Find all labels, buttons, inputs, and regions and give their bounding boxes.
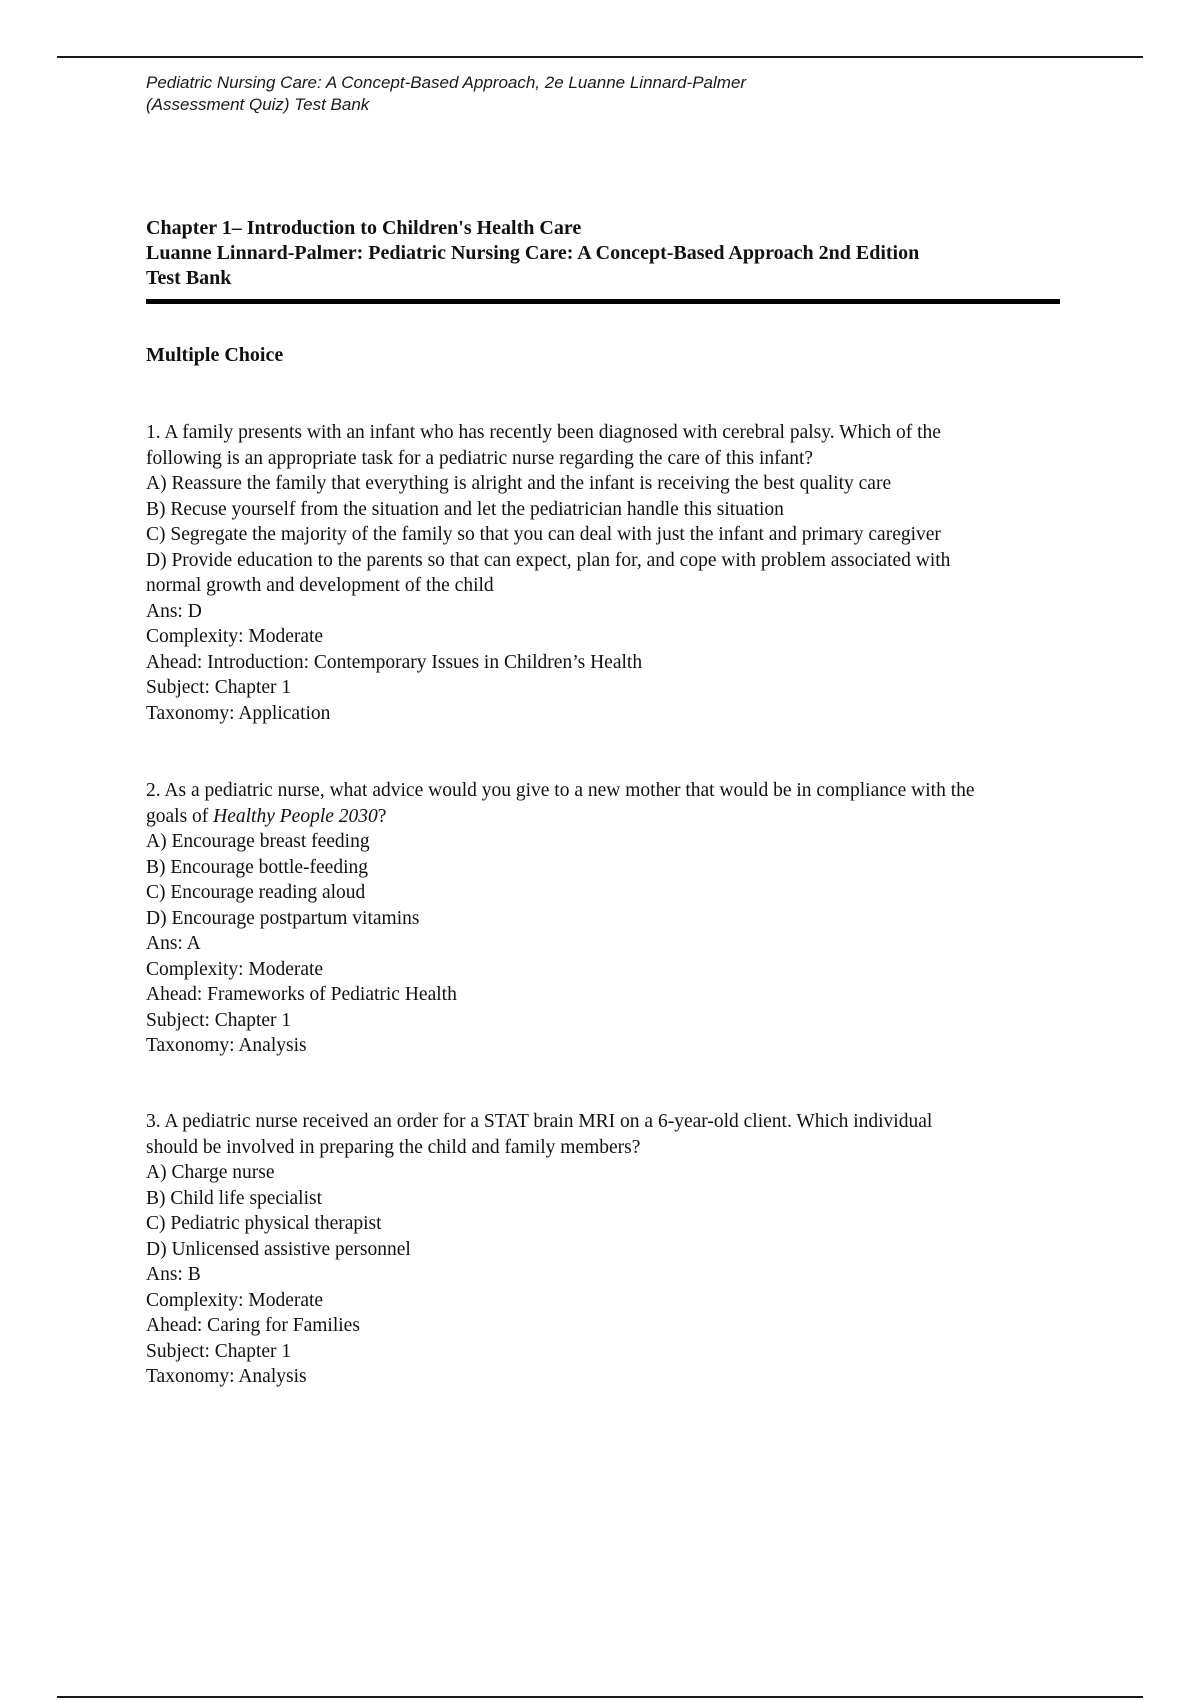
option-b: B) Recuse yourself from the situation and let the pediatrician handle this situation bbox=[146, 498, 784, 520]
running-header bbox=[146, 72, 1046, 116]
option-d: normal growth and development of the child bbox=[146, 575, 494, 596]
question-stem: 3. A pediatric nurse received an order for a STAT brain MRI on a 6-year-old client. Which individual bbox=[146, 1111, 933, 1132]
question-stem: following is an appropriate task for a pediatric nurse regarding the care of this infant? bbox=[146, 447, 814, 469]
option-c: C) Pediatric physical therapist bbox=[146, 1213, 382, 1234]
answer: Ans: A bbox=[146, 933, 201, 954]
title-divider bbox=[146, 299, 1060, 304]
question-2 bbox=[146, 778, 1096, 1059]
subject: Subject: Chapter 1 bbox=[146, 677, 292, 698]
option-b: B) Encourage bottle-feeding bbox=[146, 856, 368, 878]
question-3 bbox=[146, 1109, 1096, 1390]
question-stem bbox=[146, 804, 1096, 830]
question-1 bbox=[146, 420, 1096, 726]
option-b: B) Child life specialist bbox=[146, 1187, 323, 1209]
option-a: A) Encourage breast feeding bbox=[146, 831, 370, 852]
ahead: Ahead: Caring for Families bbox=[146, 1315, 360, 1336]
bottom-page-rule bbox=[57, 1696, 1143, 1698]
running-header-line-2: (Assessment Quiz) Test Bank bbox=[146, 95, 370, 114]
option-a: A) Charge nurse bbox=[146, 1162, 275, 1183]
complexity: Complexity: Moderate bbox=[146, 958, 324, 980]
taxonomy: Taxonomy: Analysis bbox=[146, 1366, 307, 1387]
complexity: Complexity: Moderate bbox=[146, 1289, 324, 1311]
stem-prefix: goals of bbox=[146, 805, 214, 827]
complexity: Complexity: Moderate bbox=[146, 626, 324, 647]
question-stem: 2. As a pediatric nurse, what advice would you give to a new mother that would be in compliance with the bbox=[146, 780, 975, 801]
ahead: Ahead: Frameworks of Pediatric Health bbox=[146, 984, 457, 1005]
title-block bbox=[146, 216, 1066, 291]
option-c: C) Segregate the majority of the family so that you can deal with just the infant and primary caregiver bbox=[146, 524, 941, 545]
subject: Subject: Chapter 1 bbox=[146, 1340, 292, 1362]
answer: Ans: D bbox=[146, 600, 202, 622]
option-d: D) Provide education to the parents so that can expect, plan for, and cope with problem associated with bbox=[146, 549, 951, 571]
healthy-people-title: Healthy People 2030 bbox=[213, 805, 378, 827]
option-a: A) Reassure the family that everything is alright and the infant is receiving the best quality care bbox=[146, 473, 892, 494]
top-page-rule bbox=[57, 56, 1143, 58]
question-stem: 1. A family presents with an infant who has recently been diagnosed with cerebral palsy. Which of the bbox=[146, 422, 941, 443]
chapter-title: Chapter 1– Introduction to Children's Health Care bbox=[146, 217, 582, 239]
subject: Subject: Chapter 1 bbox=[146, 1009, 292, 1031]
answer: Ans: B bbox=[146, 1264, 201, 1285]
option-d: D) Unlicensed assistive personnel bbox=[146, 1238, 411, 1260]
section-heading: Multiple Choice bbox=[146, 344, 284, 366]
question-stem: should be involved in preparing the child and family members? bbox=[146, 1136, 641, 1158]
option-d: D) Encourage postpartum vitamins bbox=[146, 907, 420, 929]
ahead: Ahead: Introduction: Contemporary Issues in Children’s Health bbox=[146, 651, 643, 673]
test-bank-label: Test Bank bbox=[146, 267, 232, 289]
running-header-line-1: Pediatric Nursing Care: A Concept-Based Approach, 2e Luanne Linnard-Palmer bbox=[146, 73, 747, 92]
book-title: Luanne Linnard-Palmer: Pediatric Nursing Care: A Concept-Based Approach 2nd Edition bbox=[146, 242, 920, 264]
stem-suffix: ? bbox=[377, 805, 387, 827]
taxonomy: Taxonomy: Analysis bbox=[146, 1035, 307, 1056]
option-c: C) Encourage reading aloud bbox=[146, 882, 366, 903]
taxonomy: Taxonomy: Application bbox=[146, 702, 331, 724]
